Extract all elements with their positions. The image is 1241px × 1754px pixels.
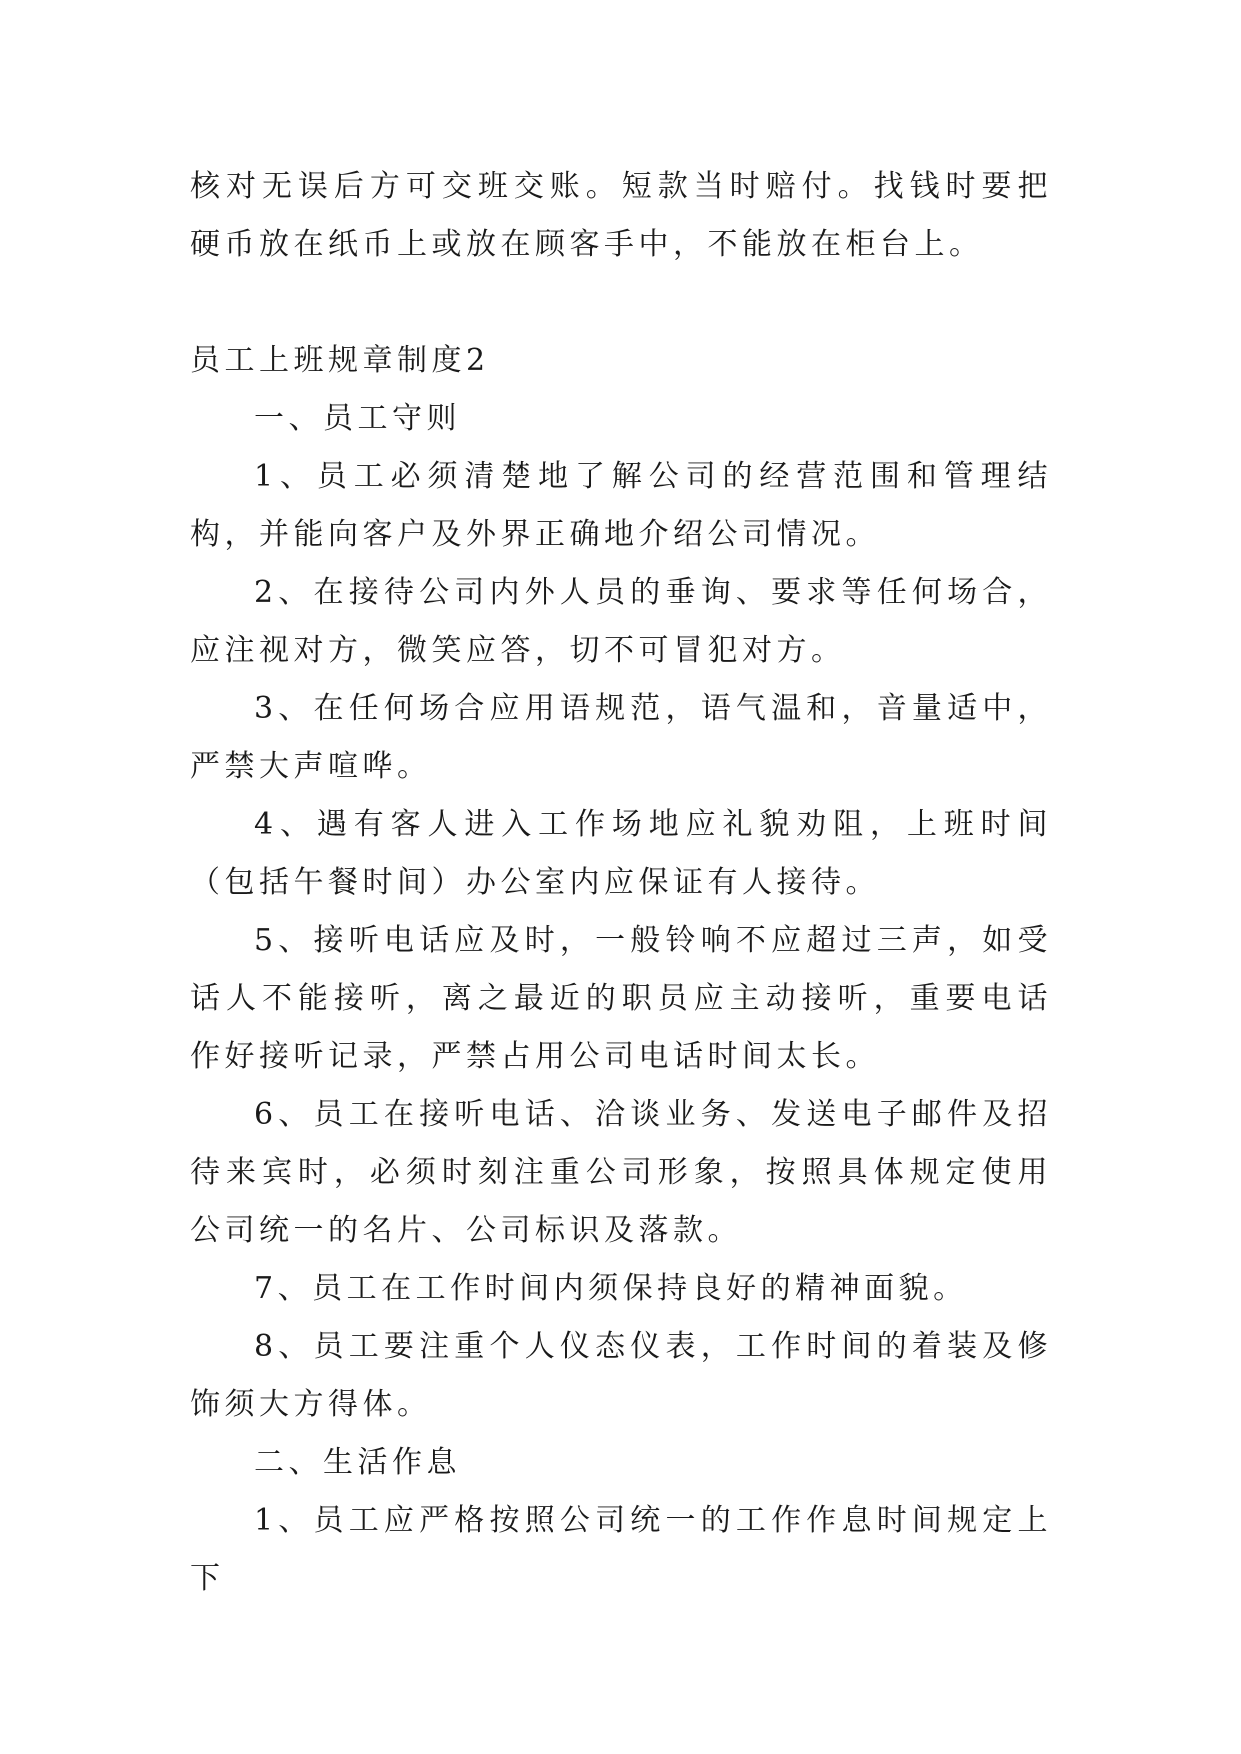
part1-item-7: 7、员工在工作时间内须保持良好的精神面貌。	[254, 1271, 968, 1306]
part1-item-4: 4、遇有客人进入工作场地应礼貌劝阻，上班时间（包括午餐时间）办公室内应保证有人接待。	[190, 807, 1052, 900]
continuation-paragraph: 核对无误后方可交班交账。短款当时赔付。找钱时要把硬币放在纸币上或放在顾客手中，不能放在柜台上。	[190, 169, 1052, 262]
part1-item-2: 2、在接待公司内外人员的垂询、要求等任何场合，应注视对方，微笑应答，切不可冒犯对方。	[190, 575, 1052, 668]
part1-item-1: 1、员工必须清楚地了解公司的经营范围和管理结构，并能向客户及外界正确地介绍公司情况。	[190, 459, 1052, 552]
part1-heading: 一、员工守则	[254, 401, 461, 436]
part2-heading: 二、生活作息	[254, 1445, 461, 1480]
section-title: 员工上班规章制度2	[190, 343, 490, 378]
part1-item-8: 8、员工要注重个人仪态仪表，工作时间的着装及修饰须大方得体。	[190, 1329, 1052, 1422]
part1-item-3: 3、在任何场合应用语规范，语气温和，音量适中，严禁大声喧哗。	[190, 691, 1052, 784]
part2-item-1: 1、员工应严格按照公司统一的工作作息时间规定上下	[190, 1503, 1052, 1596]
part1-item-5: 5、接听电话应及时，一般铃响不应超过三声，如受话人不能接听，离之最近的职员应主动接听，重要电话作好接听记录，严禁占用公司电话时间太长。	[190, 923, 1052, 1074]
document-body	[190, 158, 1052, 1608]
section-gap	[190, 274, 1052, 332]
part1-item-6: 6、员工在接听电话、洽谈业务、发送电子邮件及招待来宾时，必须时刻注重公司形象，按照具体规定使用公司统一的名片、公司标识及落款。	[190, 1097, 1052, 1248]
